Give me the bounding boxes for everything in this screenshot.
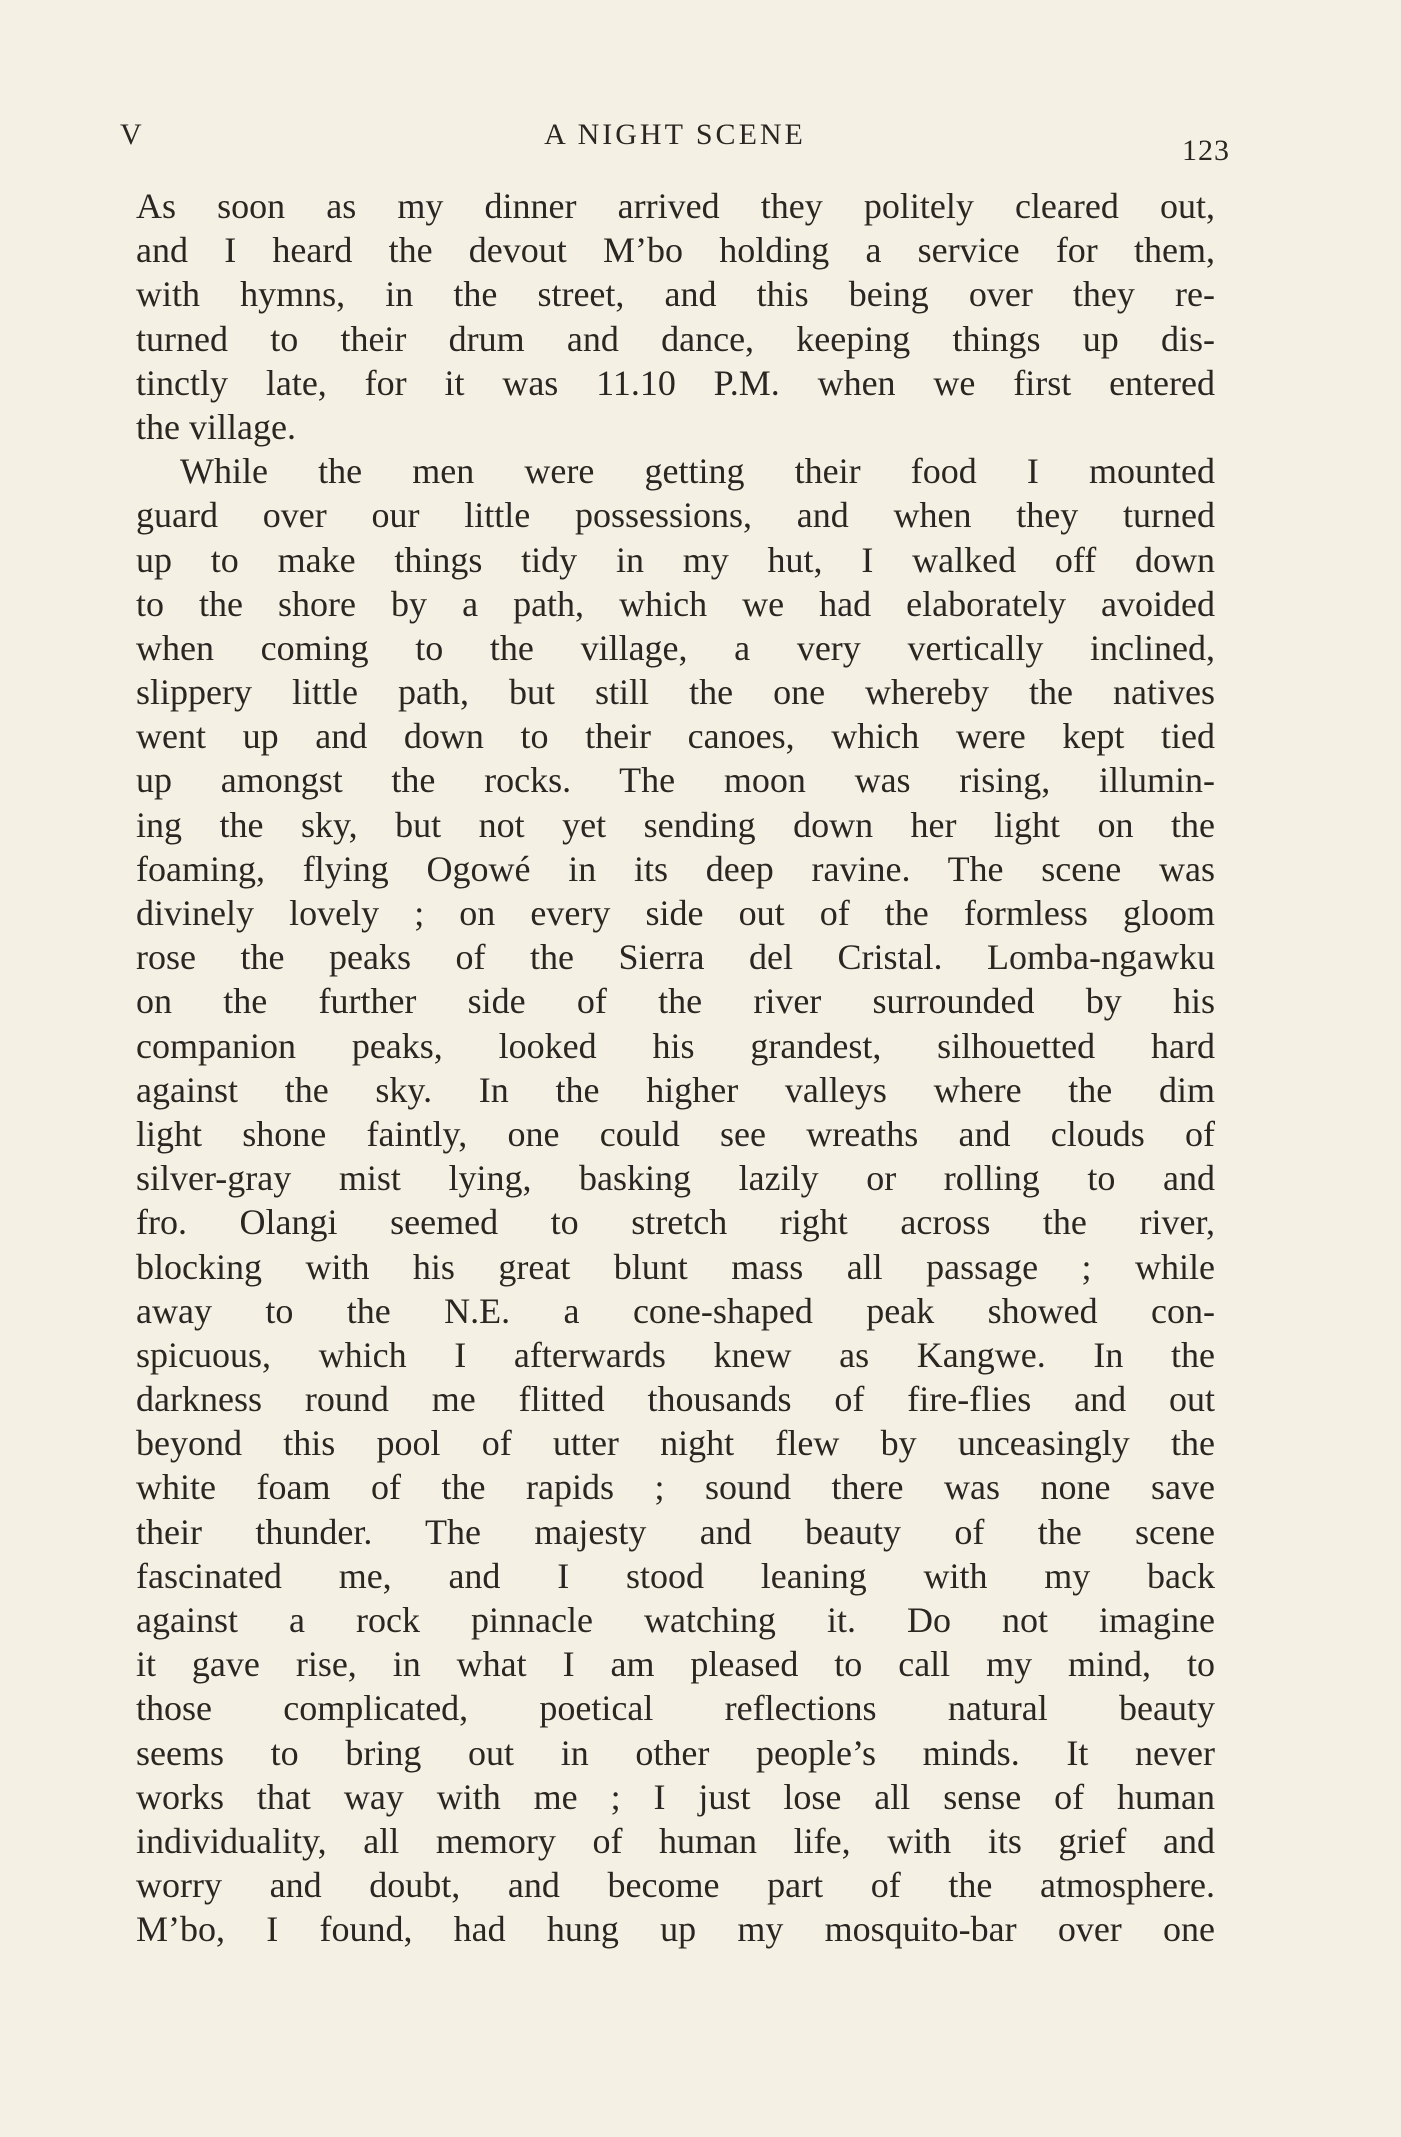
text-line: blocking with his great blunt mass all passage ; while [136,1246,1215,1287]
text-line: spicuous, which I afterwards knew as Kangwe. In the [136,1334,1215,1375]
text-line: on the further side of the river surrounded by his [136,981,1215,1022]
text-line: silver-gray mist lying, basking lazily or rolling to and [136,1158,1215,1199]
text-line: beyond this pool of utter night flew by unceasingly the [136,1423,1215,1464]
page-number: 123 [1182,134,1230,167]
text-line: away to the N.E. a cone-shaped peak showed con- [136,1290,1215,1331]
text-line: against the sky. In the higher valleys where the dim [136,1069,1215,1110]
text-line: divinely lovely ; on every side out of the formless gloom [136,893,1215,933]
text-line: tinctly late, for it was 11.10 P.M. when we first entered [136,362,1215,403]
text-line: up to make things tidy in my hut, I walked off down [136,539,1215,580]
text-line: light shone faintly, one could see wreaths and clouds of [136,1113,1215,1154]
body-text [136,184,1215,1952]
text-line: rose the peaks of the Sierra del Cristal. Lomba-ngawku [136,937,1215,978]
text-line: foaming, flying Ogowé in its deep ravine. The scene was [136,848,1215,889]
text-line: those complicated, poetical reflections natural beauty [136,1688,1215,1729]
text-line: the village. [136,406,296,447]
text-line: white foam of the rapids ; sound there was none save [136,1467,1215,1508]
text-line: worry and doubt, and become part of the atmosphere. [136,1865,1215,1906]
text-line: seems to bring out in other people’s minds. It never [136,1732,1215,1773]
chapter-number: V [120,118,145,151]
running-title: A NIGHT SCENE [544,118,806,151]
text-line: went up and down to their canoes, which were kept tied [136,716,1215,757]
running-head [120,118,1230,168]
text-line: it gave rise, in what I am pleased to call my mind, to [136,1644,1215,1685]
text-line: individuality, all memory of human life, with its grief and [136,1820,1215,1861]
text-line: turned to their drum and dance, keeping things up dis- [136,318,1215,359]
text-line: M’bo, I found, had hung up my mosquito-bar over one [136,1909,1215,1950]
text-line: guard over our little possessions, and when they turned [136,495,1215,536]
text-line: when coming to the village, a very vertically inclined, [136,627,1215,668]
text-line: up amongst the rocks. The moon was rising, illumin- [136,760,1215,801]
text-line: companion peaks, looked his grandest, silhouetted hard [136,1025,1215,1066]
text-line: fascinated me, and I stood leaning with my back [136,1555,1215,1596]
text-line: against a rock pinnacle watching it. Do not imagine [136,1600,1215,1640]
text-line: to the shore by a path, which we had elaborately avoided [136,583,1215,624]
text-line: While the men were getting their food I mounted [180,451,1215,492]
text-line: As soon as my dinner arrived they politely cleared out, [136,186,1215,226]
text-line: works that way with me ; I just lose all sense of human [136,1776,1215,1817]
text-line: and I heard the devout M’bo holding a service for them, [136,230,1215,271]
text-line: their thunder. The majesty and beauty of the scene [136,1511,1215,1552]
text-line: fro. Olangi seemed to stretch right across the river, [136,1202,1215,1243]
text-line: darkness round me flitted thousands of fire-flies and out [136,1379,1215,1420]
text-line: ing the sky, but not yet sending down her light on the [136,804,1215,845]
text-line: slippery little path, but still the one whereby the natives [136,672,1215,713]
text-line: with hymns, in the street, and this being over they re- [136,274,1215,315]
